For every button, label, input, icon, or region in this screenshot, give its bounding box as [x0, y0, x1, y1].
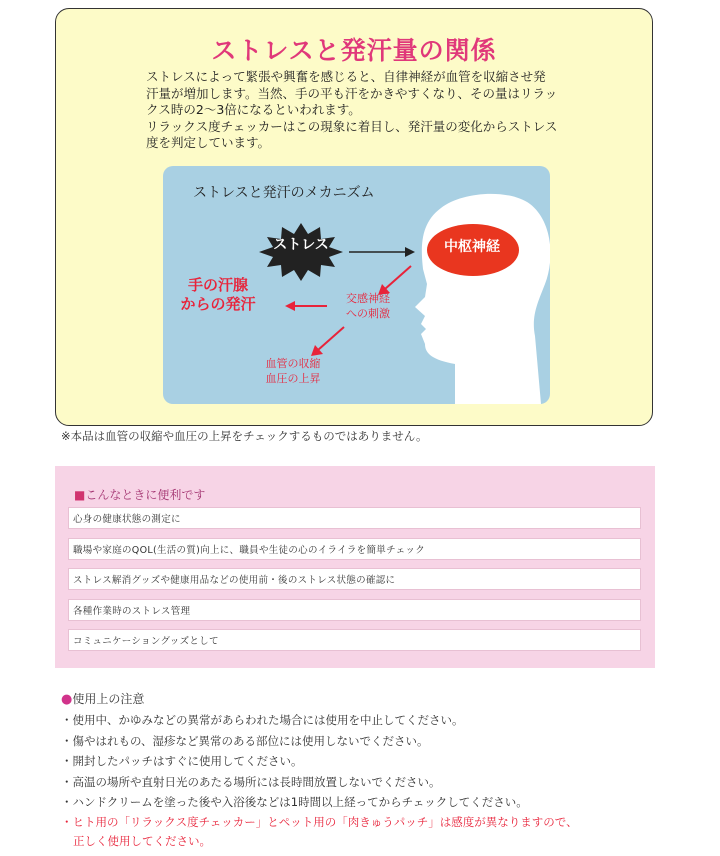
sweat-label-line: からの発汗 — [180, 295, 256, 313]
useful-list — [68, 507, 641, 660]
useful-item: 各種作業時のストレス管理 — [68, 599, 641, 621]
caution-warning: ・ヒト用の「リラックス度チェッカー」とペット用の「肉きゅうパッチ」は感度が異なりますので、 — [61, 814, 578, 829]
panel-title: ストレスと発汗量の関係 — [211, 36, 497, 65]
caution-item: ・高温の場所や直射日光のあたる場所には長時間放置しないでください。 — [61, 774, 441, 789]
cautions-heading — [61, 690, 661, 707]
stress-sweat-panel — [55, 8, 653, 426]
description-line: 汗量が増加します。当然、手の平も汗をかきやすくなり、その量はリラッ — [146, 85, 558, 101]
stress-label: ストレス — [273, 237, 329, 253]
central-nervous-label: 中枢神経 — [444, 239, 500, 255]
sympathetic-label — [333, 291, 403, 321]
caution-item: ・開封したパッチはすぐに使用してください。 — [61, 754, 303, 768]
caution-warning-continued: 正しく使用してください。 — [73, 833, 211, 848]
cautions-heading-text: 使用上の注意 — [72, 692, 145, 706]
useful-heading — [74, 486, 205, 503]
caution-item: ・ハンドクリームを塗った後や入浴後などは1時間以上経ってからチェックしてください。 — [61, 795, 528, 809]
disclaimer-note: ※本品は血管の収縮や血圧の上昇をチェックするものではありません。 — [61, 429, 428, 443]
blood-vessel-label-line: 血管の収縮 — [265, 357, 321, 370]
circle-bullet-icon: ● — [61, 692, 73, 707]
useful-heading-text: こんなときに便利です — [85, 488, 206, 502]
useful-item: 職場や家庭のQOL(生活の質)向上に、職員や生徒の心のイライラを簡単チェック — [68, 538, 641, 560]
sweat-label-line: 手の汗腺 — [187, 276, 248, 294]
diagram-title: ストレスと発汗のメカニズム — [193, 185, 375, 201]
useful-section — [55, 466, 655, 668]
sweat-label — [173, 276, 263, 314]
square-bullet-icon: ■ — [74, 488, 86, 502]
sympathetic-label-line: 交感神経 — [346, 292, 390, 305]
useful-item: コミュニケーショングッズとして — [68, 629, 641, 651]
useful-item: 心身の健康状態の測定に — [68, 507, 641, 529]
description-line: 度を判定しています。 — [146, 135, 271, 150]
description-line: ストレスによって緊張や興奮を感じると、自律神経が血管を収縮させ発 — [146, 69, 546, 84]
cautions-section — [61, 690, 661, 851]
blood-vessel-label-line: 血圧の上昇 — [265, 372, 321, 385]
panel-description — [146, 69, 576, 152]
caution-item: ・傷やはれもの、湿疹など異常のある部位には使用しないでください。 — [61, 733, 429, 748]
description-line: リラックス度チェッカーはこの現象に着目し、発汗量の変化からストレス — [146, 118, 558, 134]
mechanism-diagram — [163, 166, 550, 404]
caution-item: ・使用中、かゆみなどの異常があらわれた場合には使用を中止してください。 — [61, 713, 464, 727]
sympathetic-label-line: への刺激 — [346, 307, 390, 320]
useful-item: ストレス解消グッズや健康用品などの使用前・後のストレス状態の確認に — [68, 568, 641, 590]
description-line: クス時の2～3倍になるといわれます。 — [146, 102, 361, 117]
blood-vessel-label — [248, 356, 338, 386]
